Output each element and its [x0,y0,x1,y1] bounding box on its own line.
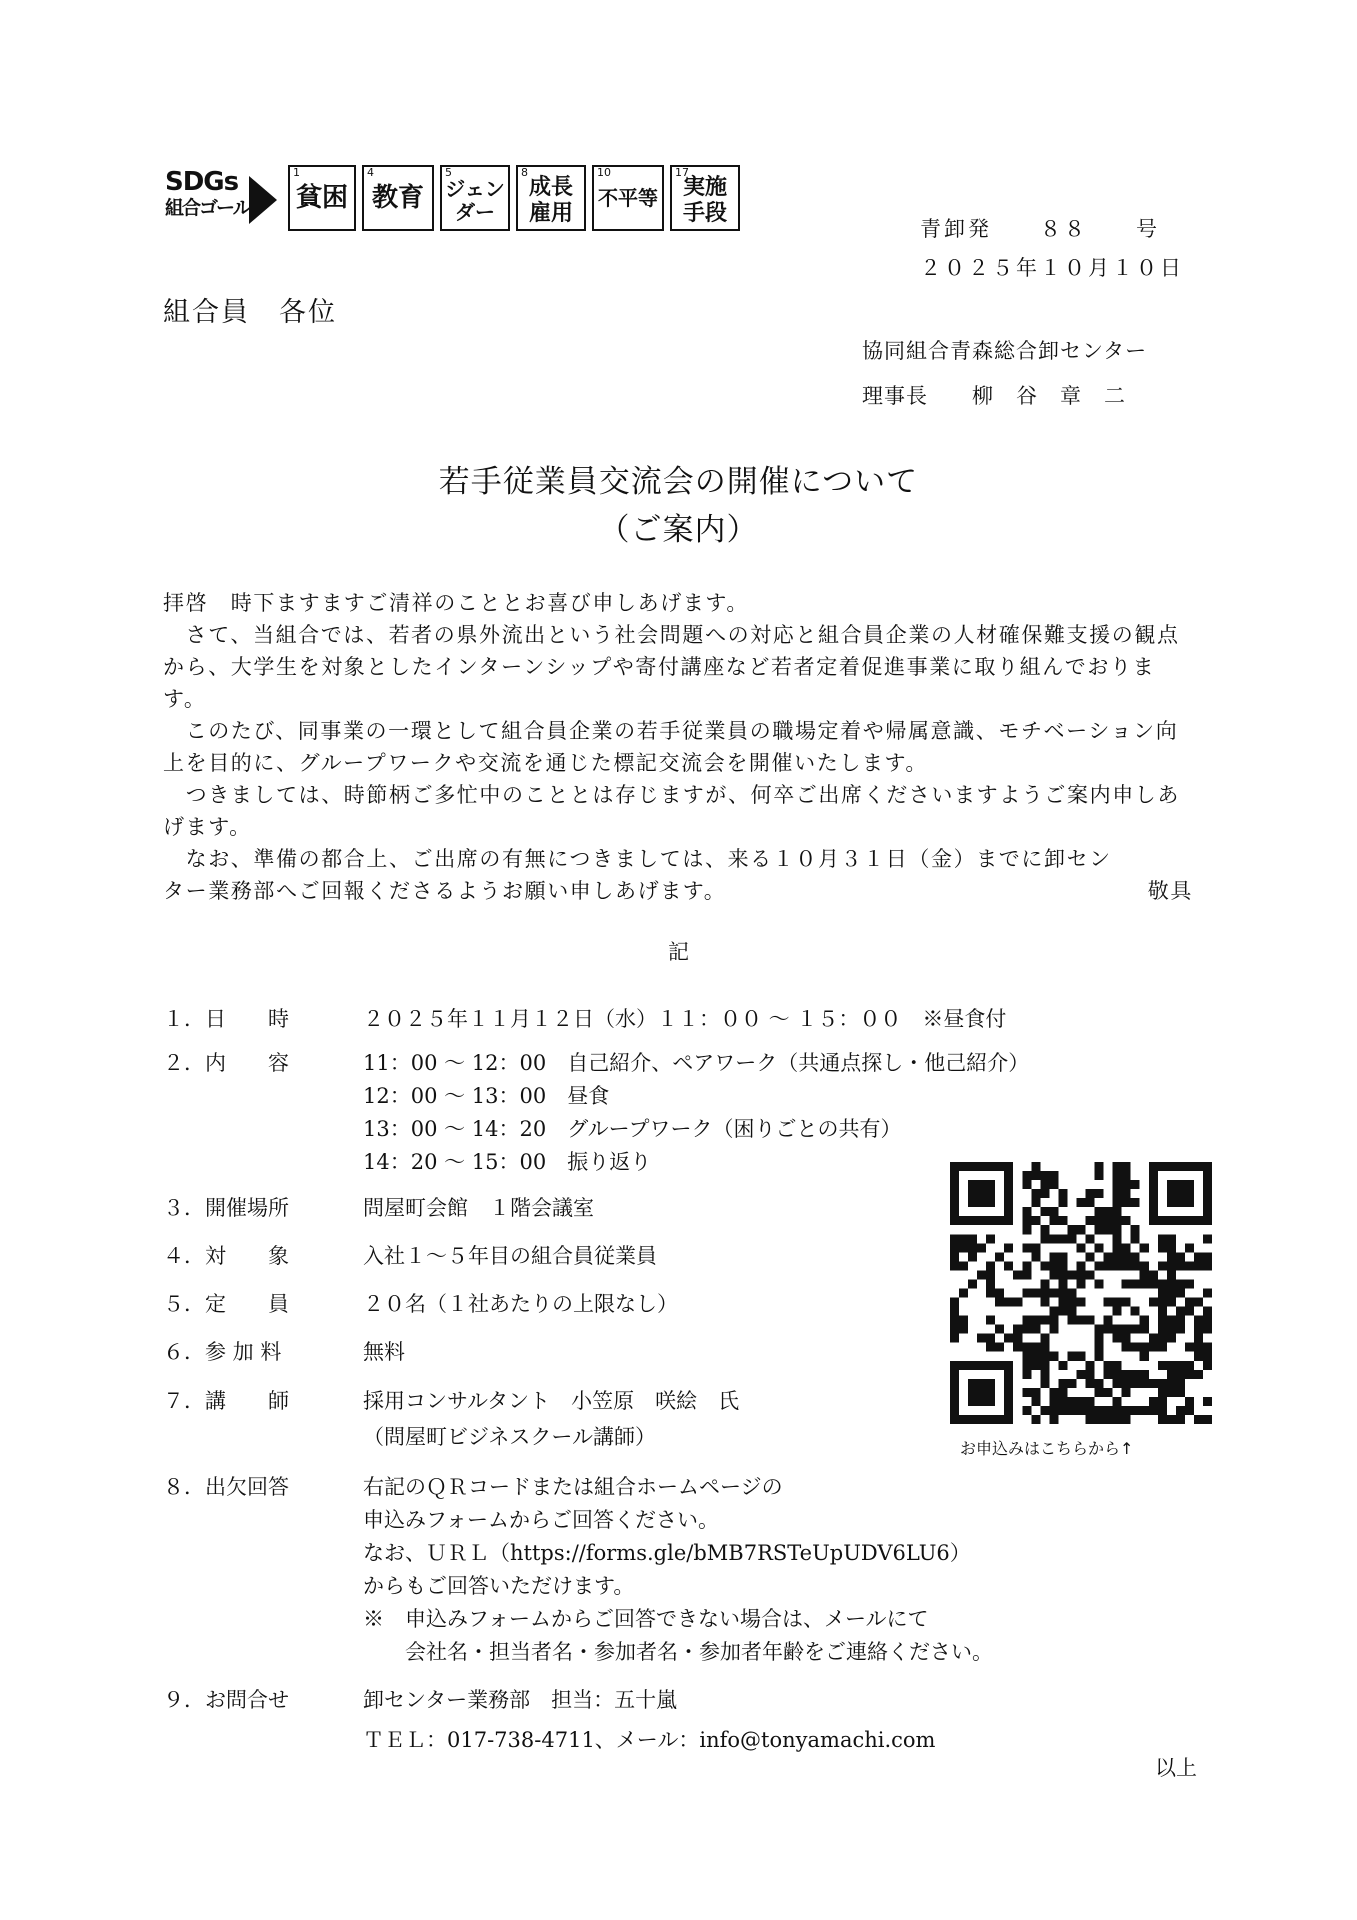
sdgs-logo-subtitle: 組合ゴール [165,197,250,219]
item-lecturer-value: 採用コンサルタント 小笠原 咲絵 氏 [363,1389,740,1413]
item-contact-label: ９．お問合せ [163,1688,289,1712]
item-venue-value: 問屋町会館 １階会議室 [363,1196,594,1220]
item-content [163,1047,289,1095]
contact-phone-email: ＴＥＬ：017-738-4711、メール：info@tonyamachi.com [363,1728,936,1752]
letter-body [163,587,1193,907]
rsvp-line: からもご回答いただけます。 [363,1574,635,1598]
item-capacity-value: ２０名（１社あたりの上限なし） [363,1292,678,1316]
greeting-paragraph: 拝啓 時下ますますご清祥のこととお喜び申しあげます。 [163,591,749,615]
rsvp-url-line: なお、ＵＲＬ（https://forms.gle/bMB7RSTeUpUDV6LU6） [363,1541,971,1565]
item-fee-value: 無料 [363,1340,405,1364]
page-subtitle: （ご案内） [598,512,759,548]
sdgs-goal-5: 5 ジェン ダー [440,165,510,231]
schedule-line: 11：00 ～ 12：00 自己紹介、ペアワーク（共通点探し・他己紹介） [363,1051,1030,1075]
rsvp-line: 申込みフォームからご回答ください。 [363,1508,719,1532]
ki-heading: 記 [668,940,689,964]
page-title: 若手従業員交流会の開催について [438,464,919,500]
sdgs-goal-17: 17 実施 手段 [670,165,740,231]
document-number: 青卸発 ８８ 号 [920,217,1160,241]
qr-caption: お申込みはこちらから↑ [960,1439,1134,1458]
item-content-label: ２．内 容 [163,1051,289,1075]
sdgs-goal-8: 8 成長 雇用 [516,165,586,231]
sdgs-logo-title: SDGs [165,167,239,197]
deadline-paragraph: なお、準備の都合上、ご出席の有無につきましては、来る１０月３１日（金）までに卸センター業務部へご回報くださるようお願い申しあげます。 [163,847,1112,903]
sdgs-goal-1: 1 貧困 [288,165,356,231]
item-lecturer-affiliation: （問屋町ビジネスクール講師） [363,1425,656,1449]
schedule-line: 12：00 ～ 13：00 昼食 [363,1084,610,1108]
item-contact-value: 卸センター業務部 担当：五十嵐 [363,1688,678,1712]
schedule-line: 13：00 ～ 14：20 グループワーク（困りごとの共有） [363,1117,902,1141]
item-date-value: ２０２５年１１月１２日（水）１１：００ ～ １５：００ ※昼食付 [363,1007,1007,1031]
sdgs-goal-list [288,165,740,237]
item-rsvp-label: ８．出欠回答 [163,1475,289,1499]
background-paragraph: さて、当組合では、若者の県外流出という社会問題への対応と組合員企業の人材確保難支援の観点から、大学生を対象としたインターンシップや寄付講座など若者定着促進事業に取り組んでおります。 [163,623,1180,711]
qr-code[interactable] [950,1162,1212,1424]
sdgs-logo [165,168,285,228]
rsvp-note-line: 会社名・担当者名・参加者名・参加者年齢をご連絡ください。 [363,1640,993,1664]
rsvp-note-line: ※ 申込みフォームからご回答できない場合は、メールにて [363,1607,929,1631]
sender-name: 理事長 柳 谷 章 二 [862,384,1126,408]
invitation-paragraph: つきましては、時節柄ご多忙中のこととは存じますが、何卒ご出席くださいますようご案内申しあげます。 [163,783,1180,839]
arrow-icon [249,176,277,224]
item-date-label: １．日 時 [163,1007,289,1031]
item-target-label: ４．対 象 [163,1244,289,1268]
sender-organization: 協同組合青森総合卸センター [862,339,1148,363]
purpose-paragraph: このたび、同事業の一環として組合員企業の若手従業員の職場定着や帰属意識、モチベーション向上を目的に、グループワークや交流を通じた標記交流会を開催いたします。 [163,719,1179,775]
closing-word: 敬具 [1147,879,1193,903]
item-target-value: 入社１～５年目の組合員従業員 [363,1244,657,1268]
item-rsvp [163,1471,289,1519]
item-fee-label: ６．参 加 料 [163,1340,282,1364]
sdgs-goal-10: 10 不平等 [592,165,664,231]
item-capacity-label: ５．定 員 [163,1292,289,1316]
addressee: 組合員 各位 [163,297,337,328]
schedule-line: 14：20 ～ 15：00 振り返り [363,1150,652,1174]
document-date: ２０２５年１０月１０日 [920,256,1184,280]
rsvp-line: 右記のＱＲコードまたは組合ホームページの [363,1475,783,1499]
item-lecturer-label: ７．講 師 [163,1389,289,1413]
sdgs-goal-4: 4 教育 [362,165,434,231]
item-venue-label: ３．開催場所 [163,1196,289,1220]
closing-ijou: 以上 [1155,1756,1197,1780]
